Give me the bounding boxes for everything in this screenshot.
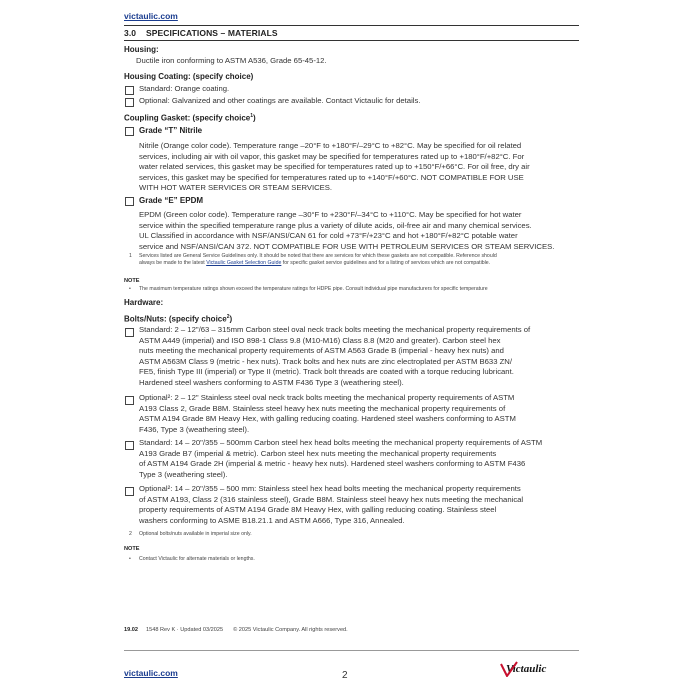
bolts-standard-small-checkbox[interactable] (125, 328, 134, 337)
housing-heading: Housing: (124, 45, 159, 54)
logo-swoosh-icon (500, 661, 518, 677)
footer-rule (124, 650, 579, 651)
bolts-optional-large-text: Optional²: 14 – 20"/355 – 500 mm: Stainless steel hex head bolts meeting the mechanical property requirements of ASTM A193, Class 2 (316 stainless steel), Grade B8M. Stainless steel heavy hex nuts meeting the mechanical property requirements of ASTM A194 Grade 8M Heavy Hex, with galling reducing coating. Stainless steel washers conforming to ASME B18.21.1 and ASTM A666, Type 316, Annealed. (139, 484, 524, 525)
header-site-link[interactable]: victaulic.com (124, 11, 178, 21)
logo-wordmark: Victaulic (506, 663, 547, 675)
bolts-heading: Bolts/Nuts: (specify choice$^2$) (124, 314, 233, 324)
note-bullet-text: The maximum temperature ratings shown exceed the temperature ratings for HDPE pipe. Consult individual pipe manufacturers for specific temperature (139, 286, 488, 292)
note-heading: NOTE (124, 278, 140, 284)
housing-text: Ductile iron conforming to ASTM A536, Grade 65-45-12. (136, 56, 327, 65)
bolts-optional-large-checkbox[interactable] (125, 487, 134, 496)
coating-optional-checkbox[interactable] (125, 98, 134, 107)
section-title (124, 28, 278, 38)
bolts-footnote-number: 2 (129, 531, 132, 537)
coating-standard-checkbox[interactable] (125, 86, 134, 95)
bolts-standard-large-checkbox[interactable] (125, 441, 134, 450)
note-bullet-dot: • (129, 286, 131, 292)
page-number: 2 (342, 670, 348, 681)
bolts-optional-small-text: Optional²: 2 – 12" Stainless steel oval neck track bolts meeting the mechanical property requirements of ASTM A193 Class 2, Grade B8M. Stainless steel heavy hex nuts meeting the mechanical property requirements of ASTM A194 Grade 8M Heavy Hex, with galling reducing coating. Hardened steel washers conforming to ASTM F436, Type 3 (weathering steel). (139, 393, 516, 434)
bolts-standard-large-text: Standard: 14 – 20"/355 – 500mm Carbon steel hex head bolts meeting the mechanical property requirements of ASTM A193 Grade B7 (imperial & metric). Carbon steel hex nuts meeting the mechanical property requirements of ASTM A194 Grade 2H (imperial & metric - heavy hex nuts). Hardened steel washers conforming to ASTM F436 Type 3 (weathering steel). (139, 438, 543, 479)
gasket-grade-t-desc: Nitrile (Orange color code). Temperature range –20°F to +180°F/–29°C to +82°C. May be specified for oil related services, including air with oil vapor, this gasket may be specified for temperatures rated up to +180°F/+82°C. For water related services, this gasket may be specified for temperatures rated up to +150°F/+66°C. For oil free, dry air services, this gasket may be specified for temperatures rated up to +140°F/+60°C. NOT COMPATIBLE FOR USE WITH HOT WATER SERVICES OR STEAM SERVICES. (139, 141, 530, 193)
bolts-standard-small-text: Standard: 2 – 12"/63 – 315mm Carbon steel oval neck track bolts meeting the mechanical property requirements of ASTM A449 (imperial) and ISO 898-1 Class 9.8 (M10-M16) Class 8.8 (M20 and greater). Carbon steel hex nuts meeting the mechanical property requirements of ASTM A563 Grade B (imperial - heavy hex nuts) and ASTM A563M Class 9 (metric - hex nuts). Track bolts and hex nuts are zinc electroplated per ASTM B633 ZN/ FE5, finish Type III (imperial) or Type II (metric). Track bolt threads are coated with a torque reducing lubricant. Hardened steel washers conforming to ASTM F436 Type 3 (weathering steel). (139, 325, 531, 387)
note2-bullet-text: Contact Victaulic for alternate materials or lengths. (139, 556, 255, 562)
gasket-footnote-number: 1 (129, 253, 132, 259)
footer-rev: 1548 Rev K · Updated 03/2025 (146, 627, 224, 633)
note2-bullet-dot: • (129, 556, 131, 562)
bolts-optional-small-checkbox[interactable] (125, 396, 134, 405)
gasket-footnote: Services listed are General Service Guidelines only. It should be noted that there are services for which these gaskets are not compatible. Reference should always be made to the latest Victaulic Gasket Selection Guide for specific gasket service guidelines and for a listing of services which are not compatible. (139, 253, 497, 267)
footer-copyright: © 2025 Victaulic Company. All rights reserved. (233, 627, 348, 633)
bolts-footnote: Optional bolts/nuts available in imperial size only. (139, 531, 252, 537)
gasket-selection-guide-link[interactable]: Victaulic Gasket Selection Guide (206, 260, 282, 267)
section-title-text: SPECIFICATIONS – MATERIALS (146, 28, 278, 38)
note2-heading: NOTE (124, 546, 140, 552)
footer-site-link[interactable]: victaulic.com (124, 668, 178, 678)
gasket-heading: Coupling Gasket: (specify choice$^1$) (124, 113, 256, 123)
housing-coating-heading: Housing Coating: (specify choice) (124, 72, 254, 81)
footer-doc-id: 19.02 (124, 627, 138, 633)
footer-info (124, 627, 348, 633)
header-rule (124, 25, 579, 26)
gasket-grade-t-checkbox[interactable] (125, 127, 134, 136)
gasket-grade-t-title: Grade “T” Nitrile (139, 126, 203, 135)
hardware-heading: Hardware: (124, 298, 164, 307)
coating-standard-label: Standard: Orange coating. (139, 84, 230, 93)
gasket-grade-e-checkbox[interactable] (125, 197, 134, 206)
victaulic-logo (504, 663, 546, 675)
gasket-grade-e-desc: EPDM (Green color code). Temperature range –30°F to +230°F/–34°C to +110°C. May be specified for hot water service within the specified temperature range plus a variety of dilute acids, oil-free air and many chemical services. UL Classified in accordance with NSF/ANSI/CAN 61 for cold +73°F/+23°C and hot +180°F/+82°C potable water service and NSF/ANSI/CAN 372. NOT COMPATIBLE FOR USE WITH PETROLEUM SERVICES OR STEAM SERVICES. (139, 210, 555, 251)
section-number: 3.0 (124, 28, 137, 38)
section-rule (124, 40, 579, 41)
gasket-grade-e-title: Grade “E” EPDM (139, 196, 204, 205)
coating-optional-label: Optional: Galvanized and other coatings are available. Contact Victaulic for details. (139, 96, 421, 105)
